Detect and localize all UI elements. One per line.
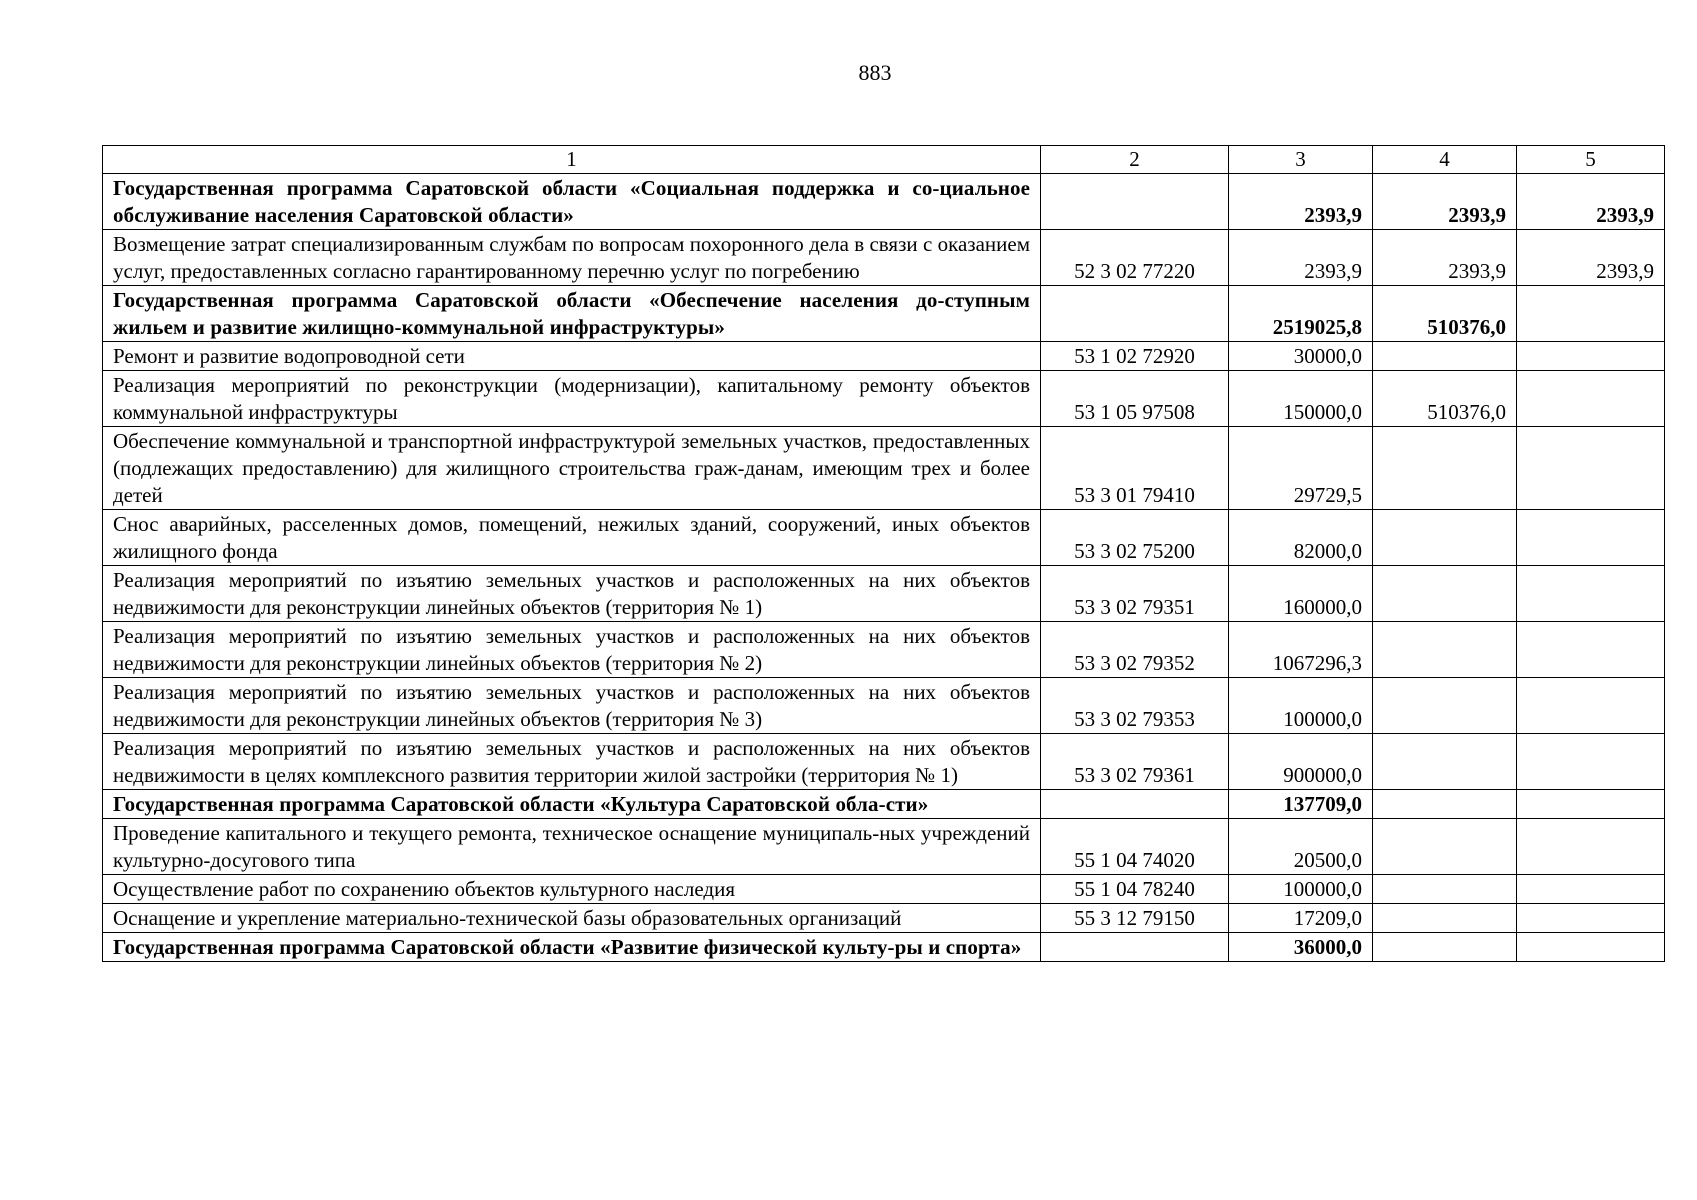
table-header-row: [103, 146, 1665, 174]
row-col3-cell: 20500,0: [1229, 819, 1373, 875]
row-col3-cell: 150000,0: [1229, 371, 1373, 427]
row-col5-cell: [1517, 734, 1665, 790]
row-name-cell: Реализация мероприятий по изъятию земельных участков и расположенных на них объектов недвижимости для реконструкции линейных объектов (территория № 3): [103, 678, 1041, 734]
row-col5-cell: [1517, 371, 1665, 427]
row-code-cell: 53 3 02 79352: [1041, 622, 1229, 678]
row-col4-cell: [1373, 678, 1517, 734]
row-name-cell: Ремонт и развитие водопроводной сети: [103, 342, 1041, 371]
row-name-cell: Обеспечение коммунальной и транспортной инфраструктурой земельных участков, предоставленных (подлежащих предоставлению) для жилищного строительства граж-данам, имеющим трех и более детей: [103, 427, 1041, 510]
table-row: [103, 230, 1665, 286]
column-header-1: 1: [103, 146, 1041, 174]
table-row: [103, 819, 1665, 875]
row-col4-cell: [1373, 819, 1517, 875]
row-col3-cell: 29729,5: [1229, 427, 1373, 510]
row-code-cell: [1041, 286, 1229, 342]
row-code-cell: 53 3 02 79351: [1041, 566, 1229, 622]
table-row: [103, 427, 1665, 510]
row-col5-cell: [1517, 819, 1665, 875]
row-name-cell: Реализация мероприятий по изъятию земельных участков и расположенных на них объектов недвижимости для реконструкции линейных объектов (территория № 1): [103, 566, 1041, 622]
row-col4-cell: [1373, 510, 1517, 566]
row-code-cell: 53 3 01 79410: [1041, 427, 1229, 510]
row-col4-cell: 2393,9: [1373, 174, 1517, 230]
row-name-cell: Снос аварийных, расселенных домов, помещений, нежилых зданий, сооружений, иных объектов жилищного фонда: [103, 510, 1041, 566]
row-col3-cell: 160000,0: [1229, 566, 1373, 622]
row-code-cell: 53 3 02 79361: [1041, 734, 1229, 790]
row-col4-cell: [1373, 875, 1517, 904]
row-col3-cell: 82000,0: [1229, 510, 1373, 566]
row-col4-cell: [1373, 790, 1517, 819]
row-col4-cell: 2393,9: [1373, 230, 1517, 286]
row-code-cell: 53 1 02 72920: [1041, 342, 1229, 371]
row-col3-cell: 30000,0: [1229, 342, 1373, 371]
row-col5-cell: 2393,9: [1517, 174, 1665, 230]
table-row: [103, 875, 1665, 904]
row-name-cell: Государственная программа Саратовской области «Культура Саратовской обла-сти»: [103, 790, 1041, 819]
row-name-cell: Реализация мероприятий по изъятию земельных участков и расположенных на них объектов недвижимости для реконструкции линейных объектов (территория № 2): [103, 622, 1041, 678]
row-col4-cell: [1373, 427, 1517, 510]
row-col4-cell: [1373, 933, 1517, 962]
row-col3-cell: 137709,0: [1229, 790, 1373, 819]
table-row: [103, 510, 1665, 566]
row-name-cell: Оснащение и укрепление материально-технической базы образовательных организаций: [103, 904, 1041, 933]
budget-table: [102, 145, 1665, 962]
row-col5-cell: [1517, 904, 1665, 933]
program-row: [103, 933, 1665, 962]
row-col4-cell: [1373, 566, 1517, 622]
row-col4-cell: [1373, 342, 1517, 371]
row-col3-cell: 2519025,8: [1229, 286, 1373, 342]
row-code-cell: 55 1 04 74020: [1041, 819, 1229, 875]
row-col5-cell: [1517, 286, 1665, 342]
row-col3-cell: 2393,9: [1229, 174, 1373, 230]
table-row: [103, 678, 1665, 734]
column-header-2: 2: [1041, 146, 1229, 174]
page-number: 883: [858, 60, 892, 85]
row-col3-cell: 2393,9: [1229, 230, 1373, 286]
row-name-cell: Проведение капитального и текущего ремонта, техническое оснащение муниципаль-ных учреждений культурно-досугового типа: [103, 819, 1041, 875]
row-name-cell: Государственная программа Саратовской области «Развитие физической культу-ры и спорта»: [103, 933, 1041, 962]
table-row: [103, 342, 1665, 371]
row-name-cell: Возмещение затрат специализированным службам по вопросам похоронного дела в связи с оказанием услуг, предоставленных согласно гарантированному перечню услуг по погребению: [103, 230, 1041, 286]
row-col5-cell: [1517, 678, 1665, 734]
row-col3-cell: 100000,0: [1229, 875, 1373, 904]
row-col5-cell: [1517, 622, 1665, 678]
program-row: [103, 790, 1665, 819]
column-header-4: 4: [1373, 146, 1517, 174]
table-row: [103, 566, 1665, 622]
row-col5-cell: [1517, 875, 1665, 904]
row-col3-cell: 1067296,3: [1229, 622, 1373, 678]
column-header-3: 3: [1229, 146, 1373, 174]
table-row: [103, 371, 1665, 427]
row-code-cell: 53 1 05 97508: [1041, 371, 1229, 427]
row-code-cell: 53 3 02 75200: [1041, 510, 1229, 566]
row-code-cell: 52 3 02 77220: [1041, 230, 1229, 286]
row-col4-cell: [1373, 622, 1517, 678]
row-name-cell: Государственная программа Саратовской области «Обеспечение населения до-ступным жильем и развитие жилищно-коммунальной инфраструктуры»: [103, 286, 1041, 342]
row-col5-cell: [1517, 790, 1665, 819]
row-code-cell: 55 3 12 79150: [1041, 904, 1229, 933]
row-code-cell: 53 3 02 79353: [1041, 678, 1229, 734]
row-col5-cell: [1517, 566, 1665, 622]
row-name-cell: Реализация мероприятий по реконструкции (модернизации), капитальному ремонту объектов коммунальной инфраструктуры: [103, 371, 1041, 427]
program-row: [103, 174, 1665, 230]
program-row: [103, 286, 1665, 342]
row-name-cell: Государственная программа Саратовской области «Социальная поддержка и со-циальное обслуживание населения Саратовской области»: [103, 174, 1041, 230]
row-col3-cell: 17209,0: [1229, 904, 1373, 933]
table-row: [103, 622, 1665, 678]
row-code-cell: [1041, 174, 1229, 230]
row-col4-cell: 510376,0: [1373, 371, 1517, 427]
row-col3-cell: 36000,0: [1229, 933, 1373, 962]
row-col3-cell: 900000,0: [1229, 734, 1373, 790]
row-col4-cell: [1373, 904, 1517, 933]
table-row: [103, 734, 1665, 790]
row-col5-cell: [1517, 342, 1665, 371]
column-header-5: 5: [1517, 146, 1665, 174]
row-code-cell: [1041, 933, 1229, 962]
row-col5-cell: [1517, 510, 1665, 566]
row-col5-cell: [1517, 933, 1665, 962]
row-col5-cell: 2393,9: [1517, 230, 1665, 286]
row-col4-cell: 510376,0: [1373, 286, 1517, 342]
row-name-cell: Осуществление работ по сохранению объектов культурного наследия: [103, 875, 1041, 904]
table-row: [103, 904, 1665, 933]
row-col3-cell: 100000,0: [1229, 678, 1373, 734]
row-col4-cell: [1373, 734, 1517, 790]
row-code-cell: 55 1 04 78240: [1041, 875, 1229, 904]
row-col5-cell: [1517, 427, 1665, 510]
row-code-cell: [1041, 790, 1229, 819]
row-name-cell: Реализация мероприятий по изъятию земельных участков и расположенных на них объектов недвижимости в целях комплексного развития территории жилой застройки (территория № 1): [103, 734, 1041, 790]
